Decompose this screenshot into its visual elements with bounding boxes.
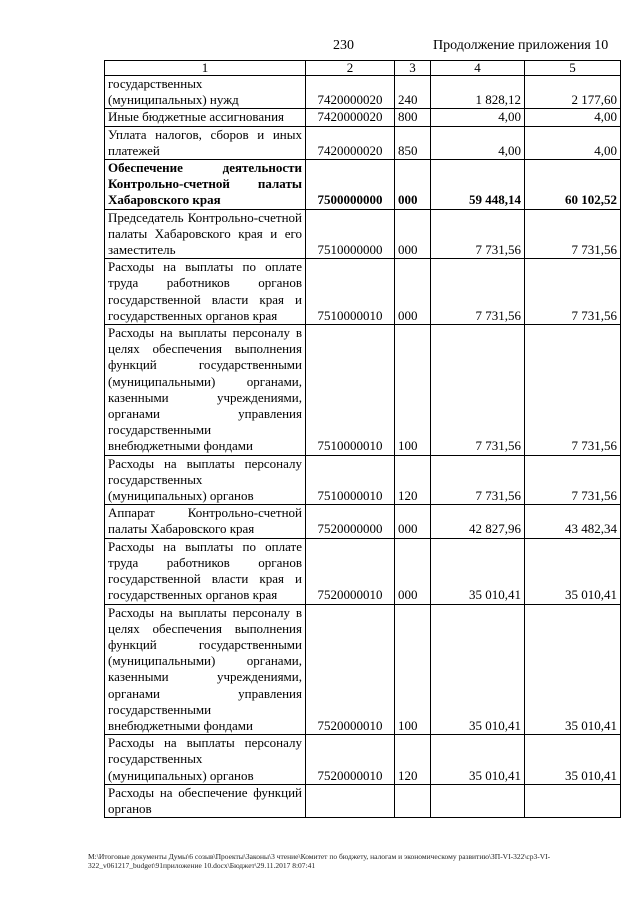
footer-file-path: M:\Итоговые документы Думы\6 созыв\Проекты\Законы\3 чтение\Комитет по бюджету, налогам и экономическому развитию\ЗП-VI-322\cp3-VI-322_v061217_budget\91приложение 10.docx\Бюджет\29.11.2017 8:07:41: [88, 852, 551, 870]
amount-2018-cell: 7 731,56: [431, 259, 525, 325]
target-code-cell: 7520000010: [306, 735, 395, 785]
row-name-cell: Расходы на выплаты по оплате труда работников органов государственной власти края и государственных органов края: [105, 538, 306, 604]
amount-2019-cell: 2 177,60: [525, 76, 621, 109]
table-row: [105, 604, 621, 735]
expense-type-cell: 120: [395, 735, 431, 785]
amount-2019-cell: 43 482,34: [525, 505, 621, 538]
column-header: 2: [306, 61, 395, 76]
expense-type-cell: 800: [395, 109, 431, 126]
amount-2018-cell: 7 731,56: [431, 209, 525, 259]
table-row: [105, 160, 621, 210]
amount-2019-cell: 4,00: [525, 109, 621, 126]
table-row: [105, 735, 621, 785]
row-name-cell: Обеспечение деятельности Контрольно-счетной палаты Хабаровского края: [105, 160, 306, 210]
amount-2018-cell: 7 731,56: [431, 325, 525, 456]
row-name-cell: государственных (муниципальных) нужд: [105, 76, 306, 109]
target-code-cell: 7510000010: [306, 259, 395, 325]
expense-type-cell: 850: [395, 126, 431, 159]
amount-2019-cell: 35 010,41: [525, 735, 621, 785]
row-name-cell: Уплата налогов, сборов и иных платежей: [105, 126, 306, 159]
target-code-cell: 7510000010: [306, 325, 395, 456]
expense-type-cell: 000: [395, 160, 431, 210]
expense-type-cell: 100: [395, 325, 431, 456]
expense-type-cell: 120: [395, 455, 431, 505]
column-header: 1: [105, 61, 306, 76]
expense-type-cell: 000: [395, 209, 431, 259]
row-name-cell: Расходы на обеспечение функций органов: [105, 784, 306, 817]
target-code-cell: 7510000010: [306, 455, 395, 505]
row-name-cell: Аппарат Контрольно-счетной палаты Хабаровского края: [105, 505, 306, 538]
expense-type-cell: 100: [395, 604, 431, 735]
table-row: [105, 76, 621, 109]
table-row: [105, 126, 621, 159]
row-name-cell: Расходы на выплаты персоналу государственных (муниципальных) органов: [105, 735, 306, 785]
expense-type-cell: 000: [395, 505, 431, 538]
table-row: [105, 209, 621, 259]
target-code-cell: 7520000000: [306, 505, 395, 538]
amount-2018-cell: 4,00: [431, 126, 525, 159]
amount-2019-cell: 60 102,52: [525, 160, 621, 210]
target-code-cell: 7510000000: [306, 209, 395, 259]
amount-2018-cell: [431, 784, 525, 817]
table-row: [105, 784, 621, 817]
target-code-cell: [306, 784, 395, 817]
expense-type-cell: 000: [395, 538, 431, 604]
amount-2018-cell: 4,00: [431, 109, 525, 126]
table-body: [105, 76, 621, 818]
amount-2019-cell: [525, 784, 621, 817]
amount-2018-cell: 35 010,41: [431, 538, 525, 604]
expense-type-cell: [395, 784, 431, 817]
target-code-cell: 7420000020: [306, 126, 395, 159]
target-code-cell: 7500000000: [306, 160, 395, 210]
amount-2018-cell: 7 731,56: [431, 455, 525, 505]
table-row: [105, 455, 621, 505]
target-code-cell: 7520000010: [306, 604, 395, 735]
table-row: [105, 259, 621, 325]
amount-2018-cell: 35 010,41: [431, 735, 525, 785]
row-name-cell: Расходы на выплаты персоналу в целях обеспечения выполнения функций государственными (муниципальными) органами, казенными учреждениями, органами управления государственными внебюджетными фондами: [105, 325, 306, 456]
table-row: [105, 325, 621, 456]
amount-2019-cell: 7 731,56: [525, 325, 621, 456]
column-header: 4: [431, 61, 525, 76]
amount-2018-cell: 42 827,96: [431, 505, 525, 538]
amount-2019-cell: 7 731,56: [525, 259, 621, 325]
row-name-cell: Иные бюджетные ассигнования: [105, 109, 306, 126]
table-row: [105, 538, 621, 604]
page-number: 230: [333, 38, 354, 53]
budget-table: [104, 60, 621, 818]
target-code-cell: 7420000020: [306, 109, 395, 126]
amount-2019-cell: 35 010,41: [525, 538, 621, 604]
expense-type-cell: 000: [395, 259, 431, 325]
row-name-cell: Председатель Контрольно-счетной палаты Хабаровского края и его заместитель: [105, 209, 306, 259]
continuation-label: Продолжение приложения 10: [433, 38, 609, 53]
table-row: [105, 109, 621, 126]
amount-2019-cell: 35 010,41: [525, 604, 621, 735]
expense-type-cell: 240: [395, 76, 431, 109]
amount-2019-cell: 7 731,56: [525, 455, 621, 505]
amount-2019-cell: 7 731,56: [525, 209, 621, 259]
amount-2018-cell: 35 010,41: [431, 604, 525, 735]
table-row: [105, 505, 621, 538]
amount-2018-cell: 59 448,14: [431, 160, 525, 210]
header-row: [105, 61, 621, 76]
target-code-cell: 7420000020: [306, 76, 395, 109]
row-name-cell: Расходы на выплаты по оплате труда работников органов государственной власти края и государственных органов края: [105, 259, 306, 325]
amount-2019-cell: 4,00: [525, 126, 621, 159]
row-name-cell: Расходы на выплаты персоналу государственных (муниципальных) органов: [105, 455, 306, 505]
amount-2018-cell: 1 828,12: [431, 76, 525, 109]
column-header: 3: [395, 61, 431, 76]
row-name-cell: Расходы на выплаты персоналу в целях обеспечения выполнения функций государственными (муниципальными) органами, казенными учреждениями, органами управления государственными внебюджетными фондами: [105, 604, 306, 735]
column-header: 5: [525, 61, 621, 76]
target-code-cell: 7520000010: [306, 538, 395, 604]
